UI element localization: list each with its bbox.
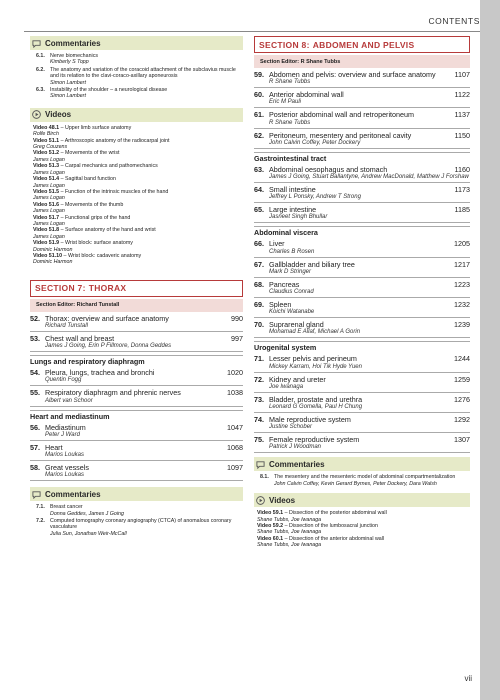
chapter-page: 1047 — [227, 422, 243, 432]
chapter-page: 1259 — [454, 374, 470, 384]
video-label: Video 48.1 — [33, 124, 60, 131]
chapter-row — [30, 335, 243, 343]
chapter-number: 66. — [254, 239, 264, 249]
chapter-number: 63. — [254, 164, 264, 174]
video-label: Video 51.9 — [33, 240, 60, 247]
commentary-title: The anatomy and variation of the coracoid attachment of the subclavius muscle and its relation to the clavi-coraco-axillary aponeurosis — [50, 66, 236, 80]
chapter-title: Thorax: overview and surface anatomy — [45, 313, 169, 323]
commentary-author: Donna Geddes, James J Going — [50, 510, 124, 517]
chapter-author: Eric M Pauli — [269, 99, 302, 106]
chapter-number: 53. — [30, 333, 40, 343]
video-title: – Upper limb surface anatomy — [59, 124, 132, 131]
chapter-author: Justine Schober — [269, 424, 313, 431]
chapter-author: Charles B Rosen — [269, 248, 315, 255]
video-title: – Dissection of the anterior abdominal wall — [283, 535, 385, 542]
video-author: Shane Tubbs, Joe Iwanaga — [257, 516, 322, 523]
commentary-item — [260, 474, 470, 480]
chapter-page: 1020 — [227, 368, 243, 378]
video-label: Video 51.4 — [33, 176, 60, 183]
chapter-entry — [254, 301, 470, 318]
commentary-number: 7.1. — [36, 504, 45, 511]
chapter-author: Jasneet Singh Bhullar — [269, 214, 328, 221]
video-author: James Logan — [33, 220, 65, 227]
chapter-row — [30, 369, 243, 377]
commentary-title: Computed tomography coronary angiography (CTCA) of anomalous coronary vasculature — [50, 518, 232, 531]
video-list — [257, 510, 470, 548]
chapter-row — [254, 301, 470, 309]
video-list — [33, 125, 243, 266]
chapter-author: Richard Tunstall — [45, 322, 88, 329]
chapter-author: Leonard G Gomella, Paul H Chung — [269, 404, 363, 411]
video-author: Greg Couzens — [33, 144, 68, 151]
chapter-page: 1239 — [454, 320, 470, 330]
chapter-author: Koichi Watanabe — [269, 309, 315, 316]
chapter-number: 74. — [254, 415, 264, 425]
chapter-title: Pancreas — [269, 279, 300, 289]
chapter-entry — [30, 389, 243, 406]
chapter-number: 68. — [254, 279, 264, 289]
commentaries-heading — [254, 457, 470, 471]
video-author: Shane Tubbs, Joe Iwanaga — [257, 542, 322, 549]
chapter-row — [254, 71, 470, 79]
chapter-row — [254, 416, 470, 424]
section-number: SECTION 7: — [35, 283, 86, 294]
chapter-page: 1185 — [454, 205, 470, 215]
speech-icon — [32, 490, 41, 499]
chapter-author: Albert van Schoor — [45, 397, 93, 404]
chapter-title: Female reproductive system — [269, 435, 360, 445]
right-column — [254, 36, 470, 549]
chapter-row — [254, 240, 470, 248]
chapter-title: Peritoneum, mesentery and peritoneal cavity — [269, 130, 412, 140]
video-label: Video 51.7 — [33, 214, 60, 221]
chapter-number: 72. — [254, 374, 264, 384]
commentary-number: 7.2. — [36, 518, 45, 525]
chapter-author: Joe Iwanaga — [269, 383, 304, 390]
section-number: SECTION 8: — [259, 39, 310, 50]
video-label: Video 51.1 — [33, 137, 60, 144]
video-label: Video 51.2 — [33, 150, 60, 157]
subsection-heading: Lungs and respiratory diaphragm — [30, 355, 243, 366]
play-icon — [256, 496, 265, 505]
commentary-item — [36, 67, 243, 80]
chapter-page: 1122 — [454, 90, 470, 100]
chapter-page: 1276 — [454, 394, 470, 404]
chapter-number: 70. — [254, 320, 264, 330]
chapter-author: James J Going, Erin P Fillmore, Donna Geddes — [45, 343, 172, 350]
chapter-entry — [254, 166, 470, 183]
chapter-row — [30, 464, 243, 472]
chapter-page: 1232 — [454, 300, 470, 310]
commentary-list — [30, 53, 243, 100]
chapter-number: 65. — [254, 205, 264, 215]
chapter-row — [254, 321, 470, 329]
chapter-page: 1244 — [454, 354, 470, 364]
left-column — [30, 36, 243, 537]
chapter-entry — [30, 369, 243, 386]
chapter-number: 55. — [30, 388, 40, 398]
chapter-title: Gallbladder and biliary tree — [269, 259, 355, 269]
chapter-page: 1107 — [454, 70, 470, 79]
video-title: – Sagittal band function — [59, 176, 116, 183]
commentary-author: Kimberly S Topp — [50, 59, 89, 66]
commentary-list — [254, 474, 470, 487]
videos-heading — [254, 493, 470, 507]
chapter-entry — [254, 71, 470, 88]
chapter-title: Kidney and ureter — [269, 374, 326, 384]
chapter-author: Claudius Conrad — [269, 289, 314, 296]
contents-label: CONTENTS — [428, 16, 480, 26]
chapter-entry — [254, 111, 470, 128]
chapter-page: 1160 — [454, 164, 470, 174]
chapter-author: Jeffrey L Ponsky, Andrew T Strong — [269, 194, 361, 201]
chapter-author: John Calvin Coffey, Peter Dockery — [269, 139, 361, 146]
chapter-entry — [254, 186, 470, 203]
video-title: – Arthroscopic anatomy of the radiocarpal joint — [59, 137, 170, 144]
chapter-entry — [254, 240, 470, 257]
chapter-number: 57. — [30, 442, 40, 452]
chapter-entry — [254, 91, 470, 108]
chapter-title: Small intestine — [269, 185, 316, 195]
commentary-author: Simon Lambert — [50, 93, 86, 100]
chapter-number: 61. — [254, 110, 264, 120]
video-title: – Functional grips of the hand — [59, 214, 131, 221]
chapter-title: Abdominal oesophagus and stomach — [269, 164, 388, 174]
commentaries-heading — [30, 487, 243, 501]
chapter-page: 1292 — [454, 415, 470, 425]
chapter-row — [254, 186, 470, 194]
chapter-author: Marios Loukas — [45, 472, 85, 479]
video-title: – Wrist block: surface anatomy — [59, 240, 133, 247]
chapter-number: 60. — [254, 90, 264, 100]
chapter-row — [254, 111, 470, 119]
chapter-page: 1097 — [227, 463, 243, 472]
chapter-title: Lesser pelvis and perineum — [269, 354, 357, 364]
video-label: Video 59.1 — [257, 510, 284, 517]
chapter-title: Liver — [269, 239, 285, 249]
video-author: James Logan — [33, 208, 65, 215]
commentary-author: Julia Sun, Jonathan Weir-McCall — [50, 530, 127, 537]
chapter-row — [254, 166, 470, 174]
chapter-page: 1223 — [454, 279, 470, 289]
chapter-author: Quentin Fogg — [45, 377, 82, 384]
chapter-entry — [30, 335, 243, 352]
chapter-author: Mark D Stringer — [269, 268, 312, 275]
chapter-title: Mediastinum — [45, 422, 86, 432]
chapter-row — [254, 436, 470, 444]
chapter-entry — [254, 261, 470, 278]
commentary-author: John Calvin Coffey, Kevin Gerard Byrnes, Peter Dockery, Dara Walsh — [274, 480, 437, 487]
chapter-title: Pleura, lungs, trachea and bronchi — [45, 368, 155, 378]
subsection-heading: Urogenital system — [254, 341, 470, 352]
chapter-title: Spleen — [269, 300, 292, 310]
video-author: James Logan — [33, 182, 65, 189]
chapter-entry — [254, 206, 470, 223]
chapter-number: 58. — [30, 463, 40, 472]
commentary-number: 6.2. — [36, 66, 45, 73]
commentaries-heading-label: Commentaries — [45, 38, 101, 48]
video-title: – Function of the intrinsic muscles of the hand — [59, 188, 169, 195]
chapter-author: Mickey Karram, Hoi Tik Hyde Yuen — [269, 363, 362, 370]
chapter-page: 1307 — [454, 435, 470, 445]
commentary-author: Simon Lambert — [50, 79, 86, 86]
commentaries-heading — [30, 36, 243, 50]
speech-icon — [32, 39, 41, 48]
video-author: James Logan — [33, 169, 65, 176]
chapter-number: 73. — [254, 394, 264, 404]
chapter-entry — [254, 355, 470, 372]
video-author: Shane Tubbs, Joe Iwanaga — [257, 529, 322, 536]
video-author: Rolfe Birch — [33, 131, 59, 138]
video-label: Video 51.3 — [33, 163, 60, 170]
video-author: James Logan — [33, 233, 65, 240]
chapter-author: Patrick J Woodman — [269, 444, 322, 451]
chapter-entry — [30, 315, 243, 332]
chapter-page: 997 — [231, 333, 243, 343]
commentary-title: Breast cancer — [50, 504, 83, 511]
chapter-entry — [254, 321, 470, 338]
chapter-title: Respiratory diaphragm and phrenic nerves — [45, 388, 181, 398]
chapter-row — [254, 132, 470, 140]
chapter-row — [30, 424, 243, 432]
chapter-row — [30, 389, 243, 397]
video-author: Dominic Harmon — [33, 259, 73, 266]
chapter-number: 62. — [254, 130, 264, 140]
video-author: James Logan — [33, 156, 65, 163]
chapter-entry — [254, 436, 470, 453]
commentary-item — [36, 518, 243, 531]
chapter-title: Posterior abdominal wall and retroperitoneum — [269, 110, 415, 120]
chapter-author: R Shane Tubbs — [269, 119, 311, 126]
section-editor: Section Editor: Richard Tunstall — [30, 299, 243, 312]
chapter-number: 52. — [30, 313, 40, 323]
video-label: Video 60.1 — [257, 535, 284, 542]
chapter-row — [254, 355, 470, 363]
chapter-title: Heart — [45, 442, 63, 452]
speech-icon — [256, 460, 265, 469]
commentary-title: Nerve biomechanics — [50, 53, 98, 59]
chapter-author: Marios Loukas — [45, 452, 85, 458]
videos-heading-label: Videos — [45, 110, 72, 120]
commentary-list — [30, 504, 243, 537]
chapter-title: Abdomen and pelvis: overview and surface anatomy — [269, 70, 436, 79]
video-title: – Dissection of the lumbosacral junction — [283, 523, 378, 530]
video-title: – Movements of the wrist — [59, 150, 120, 157]
chapter-entry — [254, 396, 470, 413]
video-title: – Dissection of the posterior abdominal wall — [283, 510, 387, 517]
chapter-row — [30, 315, 243, 323]
commentary-number: 6.3. — [36, 87, 45, 94]
section-title: ABDOMEN AND PELVIS — [312, 39, 415, 50]
commentaries-heading-label: Commentaries — [45, 489, 101, 499]
running-header — [0, 14, 480, 32]
chapter-author: Mohamad E Allaf, Michael A Gorin — [269, 329, 361, 336]
chapter-title: Great vessels — [45, 463, 89, 472]
video-label: Video 51.10 — [33, 252, 63, 259]
chapter-title: Male reproductive system — [269, 415, 351, 425]
chapter-number: 54. — [30, 368, 40, 378]
chapter-title: Anterior abdominal wall — [269, 90, 344, 100]
chapter-number: 75. — [254, 435, 264, 445]
chapter-author: R Shane Tubbs — [269, 79, 311, 86]
chapter-author: Peter J Ward — [45, 431, 80, 438]
chapter-entry — [254, 416, 470, 433]
chapter-page: 1217 — [454, 259, 470, 269]
video-title: – Carpal mechanics and pathomechanics — [59, 163, 158, 170]
page-edge-tab — [480, 0, 500, 700]
chapter-page: 1173 — [454, 185, 470, 195]
chapter-number: 67. — [254, 259, 264, 269]
chapter-row — [30, 444, 243, 452]
chapter-page: 1068 — [227, 442, 243, 452]
commentary-item — [36, 504, 243, 510]
chapter-title: Chest wall and breast — [45, 333, 115, 343]
videos-heading — [30, 108, 243, 122]
commentary-title: Instability of the shoulder – a neurological disease — [50, 87, 168, 94]
chapter-row — [254, 91, 470, 99]
video-label: Video 51.5 — [33, 188, 60, 195]
section-title: THORAX — [88, 283, 127, 294]
chapter-number: 71. — [254, 354, 264, 364]
video-author: Dominic Harmon — [33, 246, 73, 253]
commentaries-heading-label: Commentaries — [269, 459, 325, 469]
chapter-row — [254, 396, 470, 404]
play-icon — [32, 110, 41, 119]
chapter-page: 1150 — [454, 130, 470, 140]
chapter-entry — [30, 424, 243, 441]
section-heading — [254, 36, 470, 53]
videos-heading-label: Videos — [269, 495, 296, 505]
chapter-page: 990 — [231, 313, 243, 323]
subsection-heading: Heart and mediastinum — [30, 410, 243, 421]
chapter-entry — [30, 444, 243, 461]
video-title: – Wrist block: cadaveric anatomy — [62, 252, 142, 259]
chapter-number: 56. — [30, 422, 40, 432]
chapter-title: Large intestine — [269, 205, 317, 215]
video-title: – Movements of the thumb — [59, 201, 124, 208]
chapter-row — [254, 281, 470, 289]
chapter-number: 69. — [254, 300, 264, 310]
subsection-heading: Abdominal viscera — [254, 226, 470, 237]
video-author: James Logan — [33, 195, 65, 202]
video-label: Video 51.6 — [33, 201, 60, 208]
chapter-page: 1038 — [227, 388, 243, 398]
chapter-row — [254, 206, 470, 214]
video-label: Video 59.2 — [257, 523, 284, 530]
chapter-title: Suprarenal gland — [269, 320, 324, 330]
section-editor: Section Editor: R Shane Tubbs — [254, 55, 470, 68]
chapter-number: 59. — [254, 70, 264, 79]
chapter-title: Bladder, prostate and urethra — [269, 394, 363, 404]
video-title: – Surface anatomy of the hand and wrist — [59, 227, 156, 234]
commentary-number: 6.1. — [36, 53, 45, 59]
chapter-page: 1205 — [454, 239, 470, 249]
chapter-page: 1137 — [454, 110, 470, 120]
chapter-number: 64. — [254, 185, 264, 195]
subsection-heading: Gastrointestinal tract — [254, 152, 470, 163]
chapter-row — [254, 261, 470, 269]
commentary-number: 8.1. — [260, 474, 269, 481]
chapter-entry — [254, 376, 470, 393]
chapter-author: James J Going, Stuart Ballantyne, Andrew MacDonald, Matthew J Forshaw — [269, 174, 469, 181]
chapter-entry — [30, 464, 243, 481]
chapter-entry — [254, 132, 470, 149]
page-number: vii — [464, 674, 472, 683]
commentary-title: The mesentery and the mesenteric model of abdominal compartmentalization — [274, 474, 456, 481]
chapter-entry — [254, 281, 470, 298]
video-label: Video 51.8 — [33, 227, 60, 234]
header-rule — [24, 31, 480, 32]
chapter-row — [254, 376, 470, 384]
section-heading — [30, 280, 243, 297]
